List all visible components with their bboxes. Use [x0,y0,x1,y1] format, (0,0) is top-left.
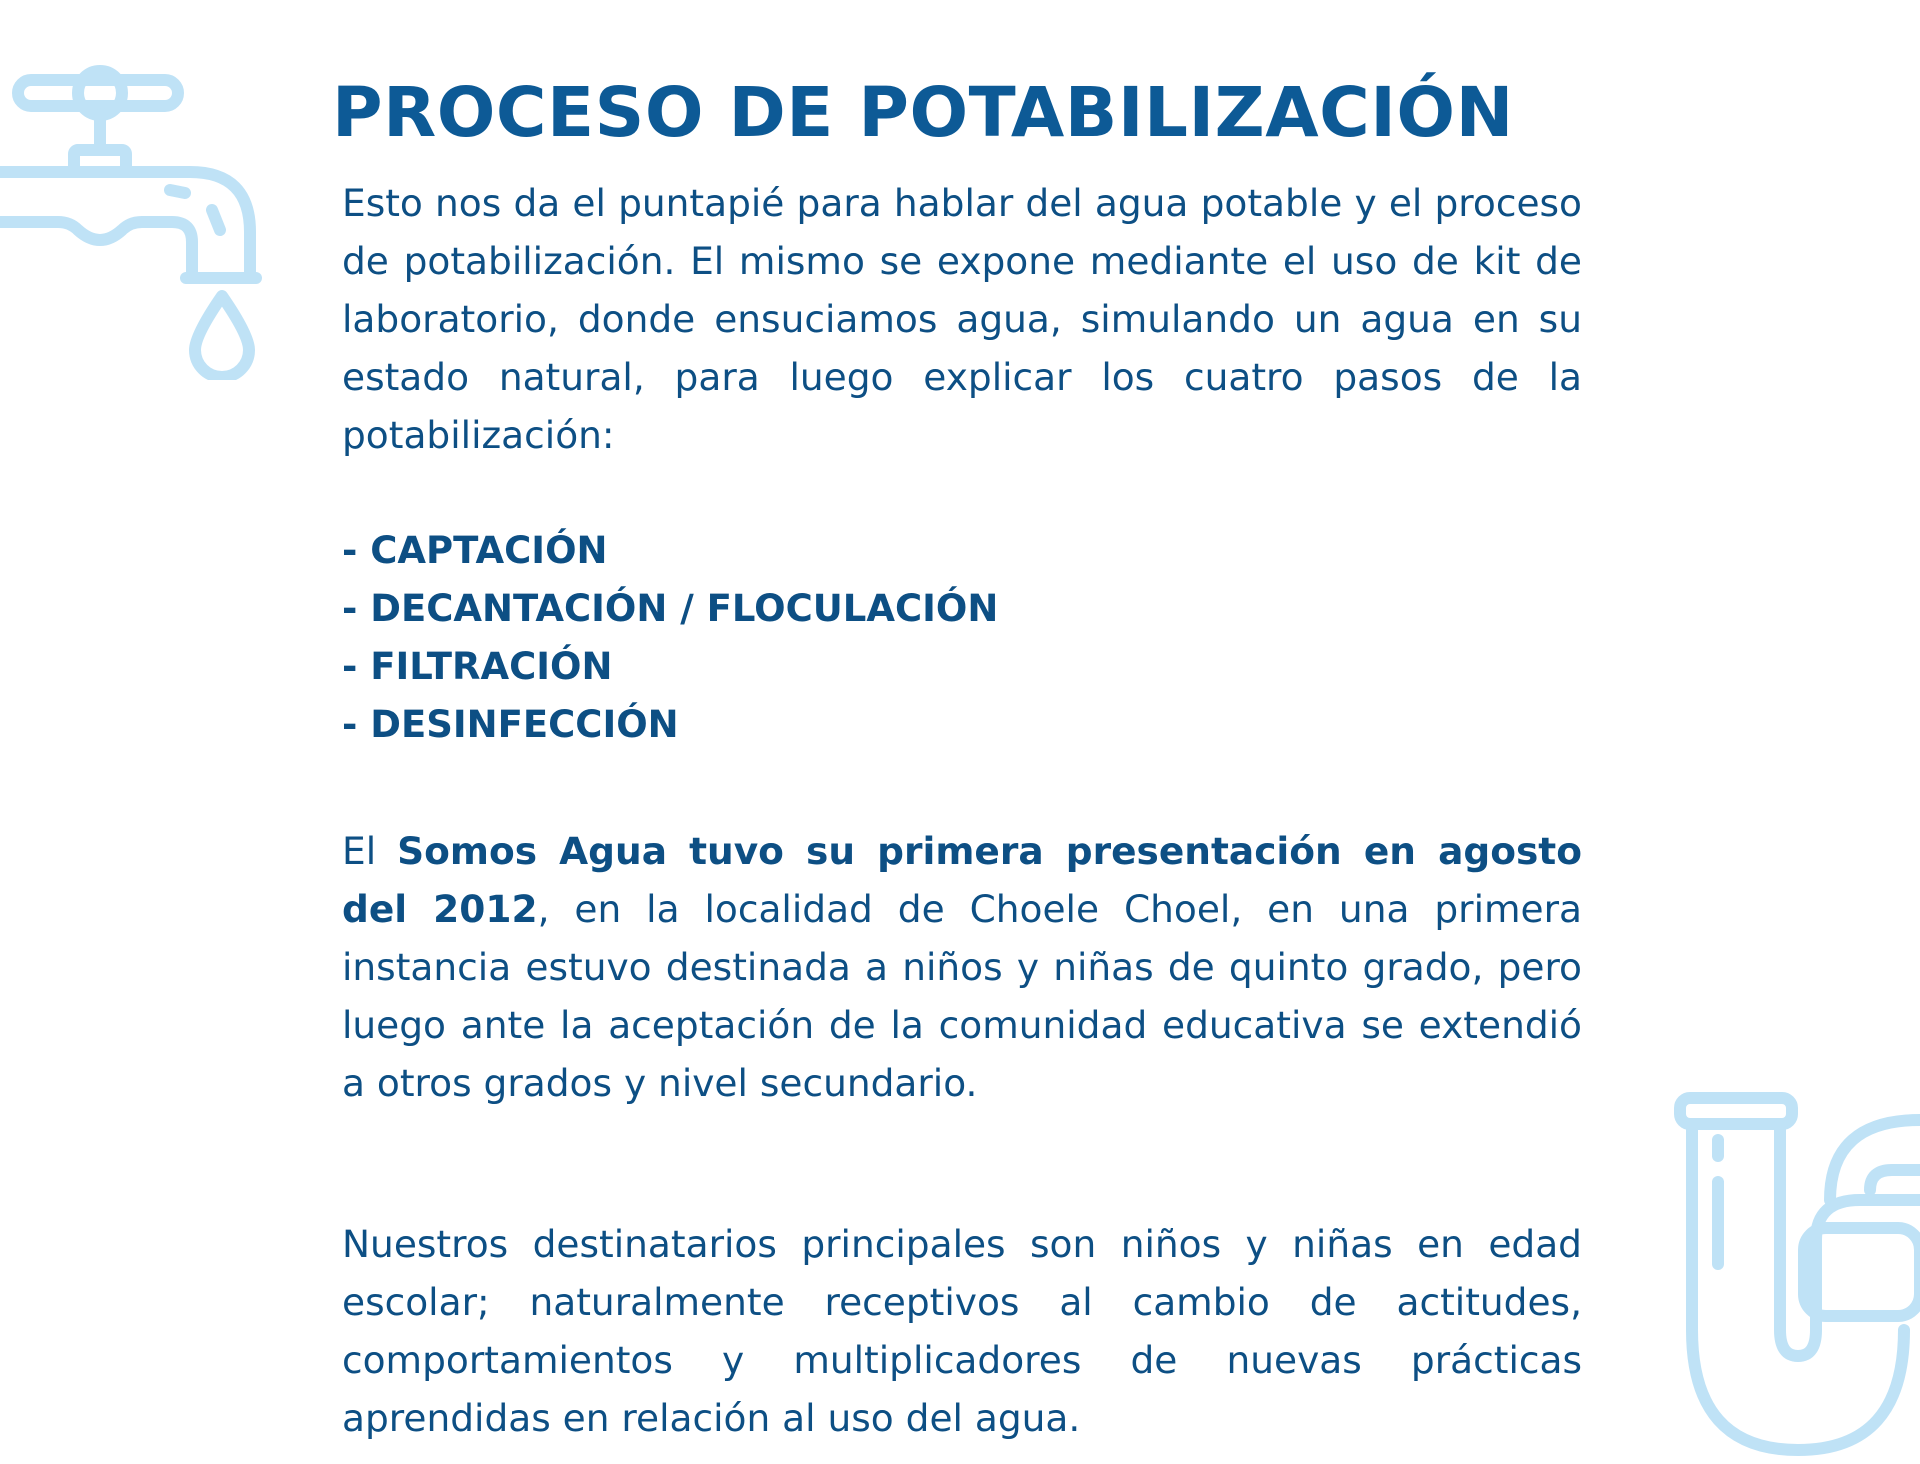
history-paragraph [342,822,1582,1112]
step-item: - DECANTACIÓN / FLOCULACIÓN [342,587,999,630]
history-rest: , en la localidad de Choele Choel, en una primera instancia estuvo destinada a niños y niñas de quinto grado, pero luego ante la aceptación de la comunidad educativa se extendió a otros grados y nivel secundario. [342,887,1582,1105]
pipe-icon [1670,1090,1920,1464]
step-item: - DESINFECCIÓN [342,703,679,746]
faucet-icon [0,60,270,380]
step-item: - CAPTACIÓN [342,529,608,572]
step-item: - FILTRACIÓN [342,645,613,688]
history-highlight: Somos Agua tuvo su primera presentación en agosto del 2012 [342,829,1582,931]
history-lead: El [342,829,398,873]
page-title: PROCESO DE POTABILIZACIÓN [332,73,1514,153]
intro-paragraph: Esto nos da el puntapié para hablar del agua potable y el proceso de potabilización. El mismo se expone mediante el uso de kit de laboratorio, donde ensuciamos agua, simulando un agua en su estado natural, para luego explicar los cuatro pasos de la potabilización: [342,181,1582,457]
potabilization-steps-list [342,522,998,754]
audience-paragraph: Nuestros destinatarios principales son niños y niñas en edad escolar; naturalmente receptivos al cambio de actitudes, comportamientos y multiplicadores de nuevas prácticas aprendidas en relación al uso del agua. [342,1222,1582,1440]
